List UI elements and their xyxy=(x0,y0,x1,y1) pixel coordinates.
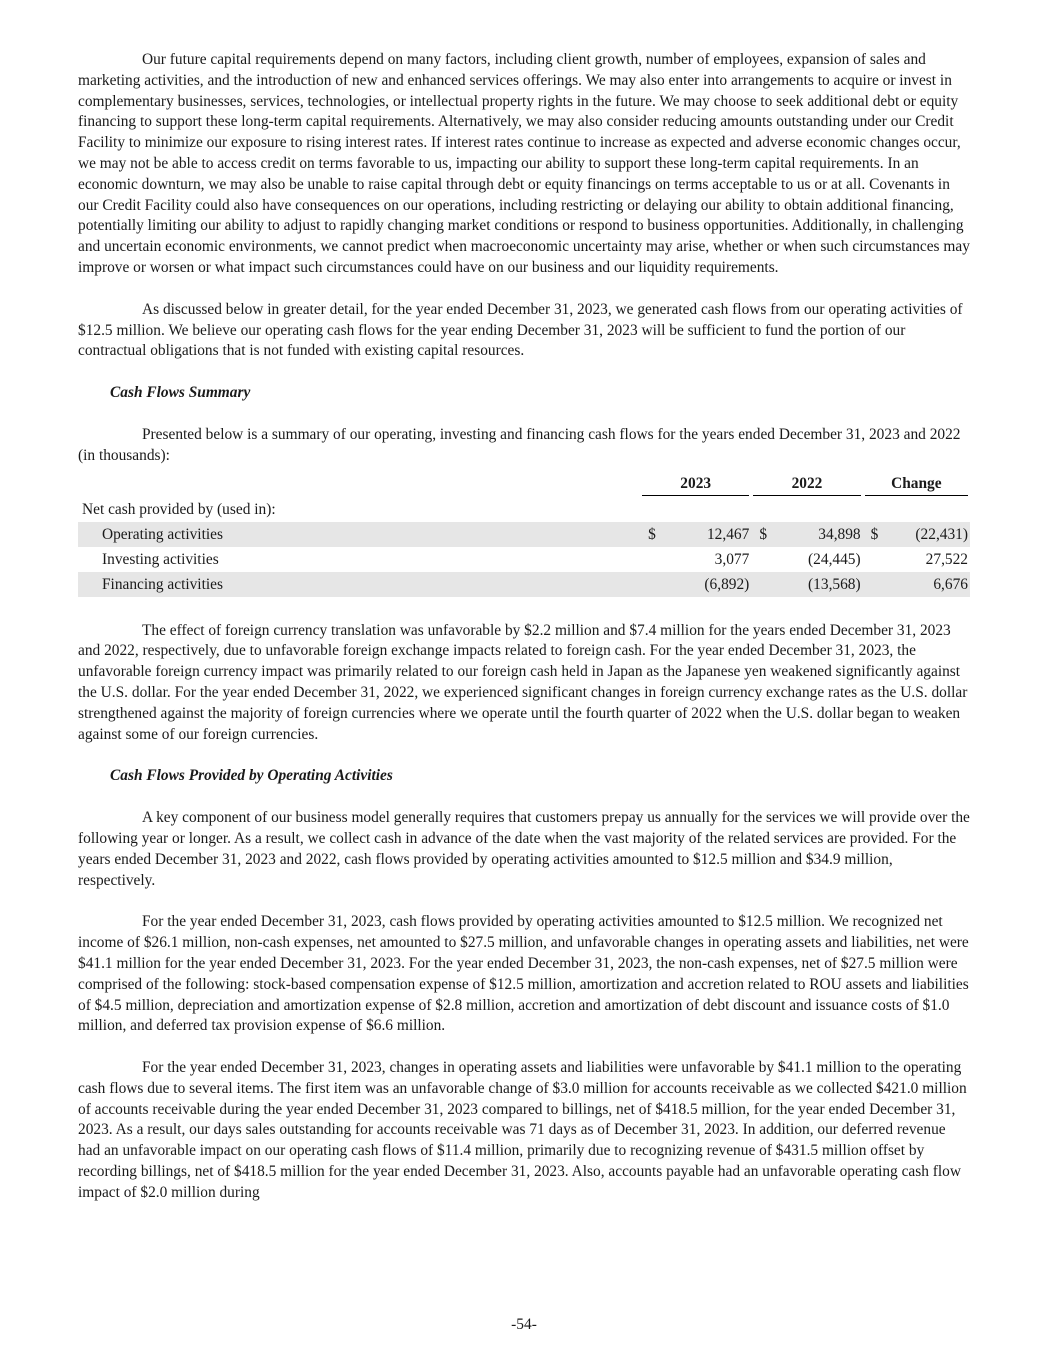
paragraph-summary-intro: Presented below is a summary of our operating, investing and financing cash flows for the years ended December 31, 2023 and 2022 (in thousands): xyxy=(78,425,961,464)
value-2022: (13,568) xyxy=(767,572,863,597)
paragraph-non-cash-expenses: For the year ended December 31, 2023, cash flows provided by operating activities amounted to $12.5 million. We recognized net income of $26.1 million, non-cash expenses, net amounted to $27.5 million, and unfavorable changes in operating assets and liabilities, net were $41.1 million for the year ended December 31, 2023. For the year ended December 31, 2023, the non-cash expenses, net of $27.5 million were comprised of the following: stock-based compensation expense of $12.5 million, amortization and accretion related to ROU assets and liabilities of $4.5 million, depreciation and amortization expense of $2.8 million, accretion and amortization of debt discount and issuance costs of $1.0 million, and deferred tax provision expense of $6.6 million. xyxy=(78,913,969,1035)
paragraph-business-model: A key component of our business model generally requires that customers prepay us annually for the services we will provide over the following year or longer. As a result, we collect cash in advance of the date when the vast majority of the related services are provided. For the years ended December 31, 2023 and 2022, cash flows provided by operating activities amounted to $12.5 million and $34.9 million, respectively. xyxy=(78,809,970,889)
table-caption-row xyxy=(78,497,970,522)
column-header-2023: 2023 xyxy=(642,473,749,496)
value-change: 6,676 xyxy=(878,572,970,597)
column-header-2022: 2022 xyxy=(753,473,860,496)
paragraph-foreign-currency: The effect of foreign currency translation was unfavorable by $2.2 million and $7.4 million for the years ended December 31, 2023 and 2022, respectively, due to unfavorable foreign exchange impacts related to foreign cash. For the year ended December 31, 2023, the unfavorable foreign currency impact was primarily related to our foreign cash held in Japan as the Japanese yen weakened significantly against the U.S. dollar. For the year ended December 31, 2022, we experienced significant changes in foreign currency exchange rates as the U.S. dollar strengthened against the majority of foreign currencies where we operate until the fourth quarter of 2022 when the U.S. dollar began to weaken against some of our foreign currencies. xyxy=(78,621,968,743)
value-2023: 3,077 xyxy=(714,550,750,568)
currency-symbol xyxy=(863,547,879,572)
value-2022: (24,445) xyxy=(808,550,861,568)
row-label: Financing activities xyxy=(78,572,640,597)
currency-symbol: $ xyxy=(640,522,656,547)
currency-symbol xyxy=(640,572,656,597)
heading-operating-activities: Cash Flows Provided by Operating Activities xyxy=(110,767,393,785)
document-page xyxy=(78,50,970,1204)
table-caption: Net cash provided by (used in): xyxy=(82,500,276,518)
table-row xyxy=(78,547,970,572)
row-label: Operating activities xyxy=(78,522,640,547)
currency-symbol: $ xyxy=(751,522,767,547)
column-header-change: Change xyxy=(865,473,968,496)
currency-symbol xyxy=(640,547,656,572)
cash-flows-table xyxy=(78,473,970,597)
paragraph-operating-cash-flows: As discussed below in greater detail, for the year ended December 31, 2023, we generated cash flows from our operating activities of $12.5 million. We believe our operating cash flows for the year ending December 31, 2023 will be sufficient to fund the portion of our contractual obligations that is not funded with existing capital resources. xyxy=(78,300,963,360)
currency-symbol xyxy=(863,572,879,597)
table-header-row xyxy=(78,473,970,497)
value-change: 27,522 xyxy=(925,550,968,568)
table-row xyxy=(78,572,970,597)
table-row xyxy=(78,522,970,547)
currency-symbol xyxy=(751,572,767,597)
currency-symbol: $ xyxy=(863,522,879,547)
value-2022: 34,898 xyxy=(767,522,863,547)
value-2023: 12,467 xyxy=(656,522,752,547)
value-change: (22,431) xyxy=(878,522,970,547)
row-label: Investing activities xyxy=(102,550,219,568)
value-2023: (6,892) xyxy=(656,572,752,597)
currency-symbol xyxy=(751,547,767,572)
paragraph-operating-assets: For the year ended December 31, 2023, changes in operating assets and liabilities were unfavorable by $41.1 million to the operating cash flows due to several items. The first item was an unfavorable change of $3.0 million for accounts receivable as we collected $421.0 million of accounts receivable during the year ended December 31, 2023 compared to billings, net of $418.5 million, for the year ended December 31, 2023. As a result, our days sales outstanding for accounts receivable was 71 days as of December 31, 2023. In addition, our deferred revenue had an unfavorable impact on our operating cash flows of $11.4 million, primarily due to recognizing revenue of $431.5 million offset by recording billings, net of $418.5 million for the year ended December 31, 2023. Also, accounts payable had an unfavorable operating cash flow impact of $2.0 million during xyxy=(78,1059,967,1201)
paragraph-capital-requirements: Our future capital requirements depend on many factors, including client growth, number of employees, expansion of sales and marketing activities, and the introduction of new and enhanced services offerings. We may also enter into arrangements to acquire or invest in complementary businesses, services, technologies, or intellectual property rights in the future. We may choose to seek additional debt or equity financing to support these long-term capital requirements. Alternatively, we may also consider reducing amounts outstanding under our Credit Facility to minimize our exposure to rising interest rates. If interest rates continue to increase as expected and adverse economic changes occur, we may not be able to access credit on terms favorable to us, impacting our ability to support these long-term capital requirements. In an economic downturn, we may also be unable to raise capital through debt or equity financings on terms acceptable to us or at all. Covenants in our Credit Facility could also have consequences on our operations, including restricting or delaying our ability to obtain additional financing, potentially limiting our ability to adjust to rapidly changing market conditions or respond to business opportunities. Additionally, in challenging and uncertain economic environments, we cannot predict when macroeconomic uncertainty may arise, whether or when such circumstances may improve or worsen or what impact such circumstances could have on our business and our liquidity requirements. xyxy=(78,51,970,276)
page-number: -54- xyxy=(511,1316,537,1333)
heading-cash-flows-summary: Cash Flows Summary xyxy=(110,384,251,402)
